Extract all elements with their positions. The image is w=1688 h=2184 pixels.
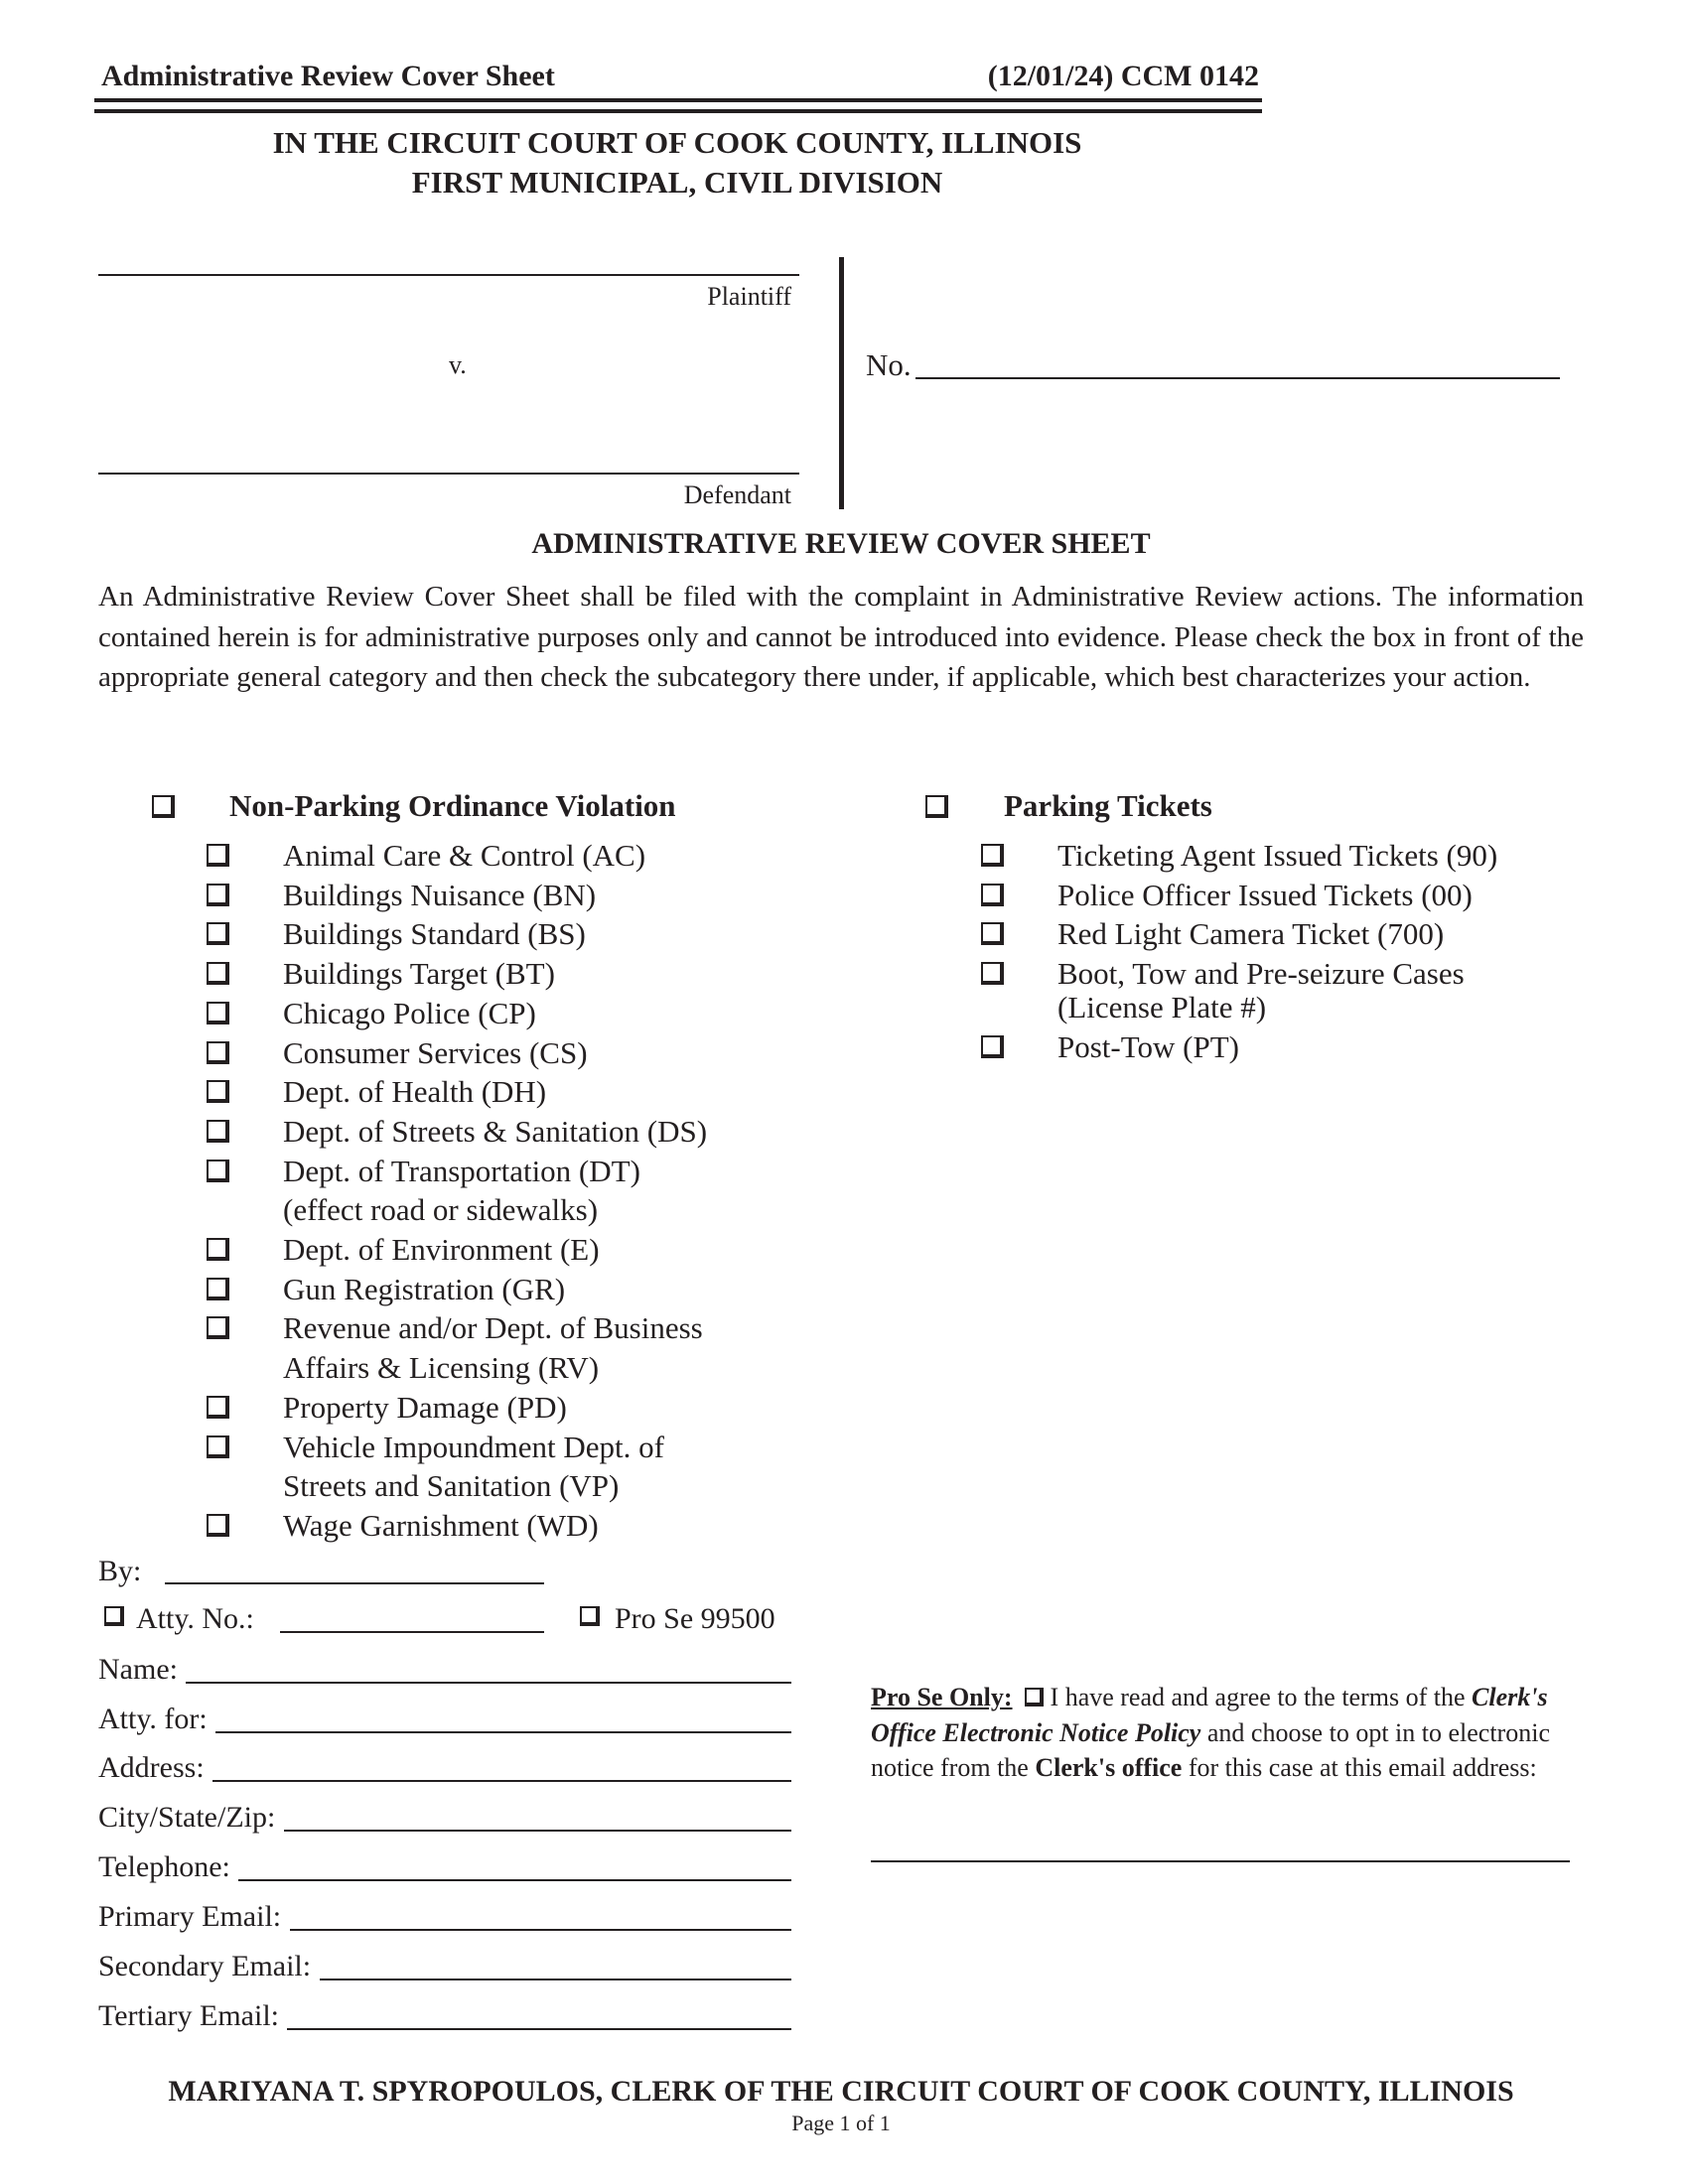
field-input[interactable]: [238, 1879, 791, 1881]
defendant-field[interactable]: [98, 473, 799, 475]
subcategory-checkbox[interactable]: [207, 1238, 229, 1261]
subcategory-label: Post-Tow (PT): [1057, 1028, 1239, 1064]
case-number-label: No.: [866, 347, 912, 382]
defendant-label: Defendant: [683, 480, 791, 509]
header-rule-bottom: [94, 109, 1262, 113]
subcategory-checkbox[interactable]: [207, 1002, 229, 1024]
field-label: Tertiary Email:: [98, 1999, 279, 2032]
pro-se-checkbox[interactable]: [580, 1606, 600, 1626]
page-number: Page 1 of 1: [791, 2111, 891, 2135]
field-input[interactable]: [290, 1929, 791, 1931]
notice-email-field[interactable]: [871, 1860, 1570, 1862]
subcategory-checkbox[interactable]: [981, 884, 1004, 906]
by-label: By:: [98, 1555, 142, 1587]
form-title: Administrative Review Cover Sheet: [101, 60, 555, 92]
case-number-field[interactable]: [915, 377, 1560, 379]
plaintiff-field[interactable]: [98, 274, 799, 276]
electronic-notice-checkbox[interactable]: [1025, 1688, 1044, 1706]
subcategory-checkbox[interactable]: [207, 884, 229, 906]
subcategory-label: Ticketing Agent Issued Tickets (90): [1057, 838, 1498, 873]
subcategory-label: Dept. of Transportation (DT): [283, 1153, 640, 1188]
atty-no-field[interactable]: [280, 1631, 544, 1633]
subcategory-label: Animal Care & Control (AC): [283, 838, 646, 873]
court-division: FIRST MUNICIPAL, CIVIL DIVISION: [411, 165, 943, 200]
field-input[interactable]: [320, 1979, 791, 1980]
subcategory-label: Dept. of Streets & Sanitation (DS): [283, 1113, 708, 1149]
subcategory-checkbox[interactable]: [207, 1080, 229, 1103]
subcategory-label: Police Officer Issued Tickets (00): [1057, 877, 1473, 912]
subcategory-checkbox[interactable]: [207, 1435, 229, 1458]
field-input[interactable]: [284, 1830, 791, 1832]
atty-no-label: Atty. No.:: [136, 1602, 254, 1635]
field-input[interactable]: [215, 1731, 791, 1733]
field-label: Name:: [98, 1653, 178, 1686]
field-input[interactable]: [287, 2028, 791, 2030]
subcategory-label: Chicago Police (CP): [283, 995, 536, 1030]
subcategory-checkbox[interactable]: [981, 1035, 1004, 1058]
subcategory-label: Boot, Tow and Pre-seizure Cases: [1057, 956, 1465, 992]
notice-text-3: for this case at this email address:: [1182, 1753, 1537, 1782]
atty-no-checkbox[interactable]: [104, 1606, 124, 1626]
caption-divider: [839, 257, 844, 509]
pro-se-heading: Pro Se Only:: [871, 1683, 1013, 1711]
pro-se-notice: [871, 1680, 1576, 1786]
subcategory-label: Vehicle Impoundment Dept. of: [283, 1429, 664, 1464]
field-label: Secondary Email:: [98, 1950, 312, 1982]
subcategory-checkbox[interactable]: [981, 844, 1004, 867]
subcategory-checkbox[interactable]: [981, 962, 1004, 985]
court-name: IN THE CIRCUIT COURT OF COOK COUNTY, ILLINOIS: [272, 125, 1082, 160]
subcategory-checkbox[interactable]: [207, 1160, 229, 1182]
subcategory-label: Streets and Sanitation (VP): [283, 1468, 620, 1504]
subcategory-checkbox[interactable]: [207, 1316, 229, 1339]
subcategory-checkbox[interactable]: [207, 922, 229, 945]
notice-office: Clerk's office: [1035, 1753, 1183, 1782]
subcategory-checkbox[interactable]: [207, 1120, 229, 1143]
notice-policy-link: Clerk's Office Electronic Notice Policy: [871, 1683, 1548, 1747]
subcategory-label: Buildings Target (BT): [283, 956, 555, 992]
subcategory-label: Dept. of Health (DH): [283, 1074, 547, 1110]
subcategory-checkbox[interactable]: [207, 844, 229, 867]
subcategory-label: Buildings Nuisance (BN): [283, 877, 597, 912]
subcategory-label: Affairs & Licensing (RV): [283, 1350, 600, 1386]
notice-text-2: and choose to opt in to electronic notice from the: [871, 1717, 1550, 1782]
subcategory-checkbox[interactable]: [207, 1278, 229, 1300]
plaintiff-label: Plaintiff: [707, 282, 791, 311]
versus-label: v.: [449, 350, 467, 379]
field-label: Telephone:: [98, 1850, 230, 1883]
subcategory-label: Gun Registration (GR): [283, 1271, 566, 1306]
subcategory-label: Red Light Camera Ticket (700): [1057, 916, 1445, 952]
subcategory-label: (effect road or sidewalks): [283, 1192, 599, 1228]
pro-se-label: Pro Se 99500: [615, 1602, 775, 1635]
subcategory-checkbox[interactable]: [207, 1514, 229, 1537]
subcategory-label: Buildings Standard (BS): [283, 916, 586, 952]
field-label: Atty. for:: [98, 1703, 208, 1735]
subcategory-checkbox[interactable]: [207, 1041, 229, 1064]
category-checkbox[interactable]: [152, 795, 175, 818]
category-label: Parking Tickets: [1004, 788, 1212, 823]
subcategory-label: (License Plate #): [1057, 989, 1267, 1024]
subcategory-checkbox[interactable]: [207, 1396, 229, 1419]
clerk-footer: MARIYANA T. SPYROPOULOS, CLERK OF THE CIRCUIT COURT OF COOK COUNTY, ILLINOIS: [168, 2075, 1514, 2108]
instructions-paragraph: An Administrative Review Cover Sheet shall be filed with the complaint in Administrative Review actions. The information contained herein is for administrative purposes only and cannot be introduced into evidence. Please check the box in front of the appropriate general category and then check the subcategory there under, if applicable, which best characterizes your action.: [98, 581, 1584, 693]
field-label: City/State/Zip:: [98, 1801, 276, 1834]
subcategory-label: Consumer Services (CS): [283, 1034, 588, 1070]
subcategory-label: Revenue and/or Dept. of Business: [283, 1310, 703, 1346]
form-code: (12/01/24) CCM 0142: [987, 60, 1259, 92]
header-rule-top: [94, 98, 1262, 102]
category-label: Non-Parking Ordinance Violation: [229, 788, 676, 823]
subcategory-label: Dept. of Environment (E): [283, 1232, 600, 1267]
subcategory-checkbox[interactable]: [207, 962, 229, 985]
field-label: Address:: [98, 1751, 205, 1784]
field-label: Primary Email:: [98, 1900, 282, 1933]
field-input[interactable]: [212, 1780, 791, 1782]
subcategory-label: Property Damage (PD): [283, 1389, 567, 1425]
category-checkbox[interactable]: [925, 795, 948, 818]
subcategory-checkbox[interactable]: [981, 922, 1004, 945]
subcategory-label: Wage Garnishment (WD): [283, 1507, 599, 1543]
by-field[interactable]: [165, 1582, 544, 1584]
notice-text-1: I have read and agree to the terms of the: [1044, 1683, 1472, 1711]
field-input[interactable]: [186, 1682, 791, 1684]
sheet-heading: ADMINISTRATIVE REVIEW COVER SHEET: [531, 527, 1151, 560]
